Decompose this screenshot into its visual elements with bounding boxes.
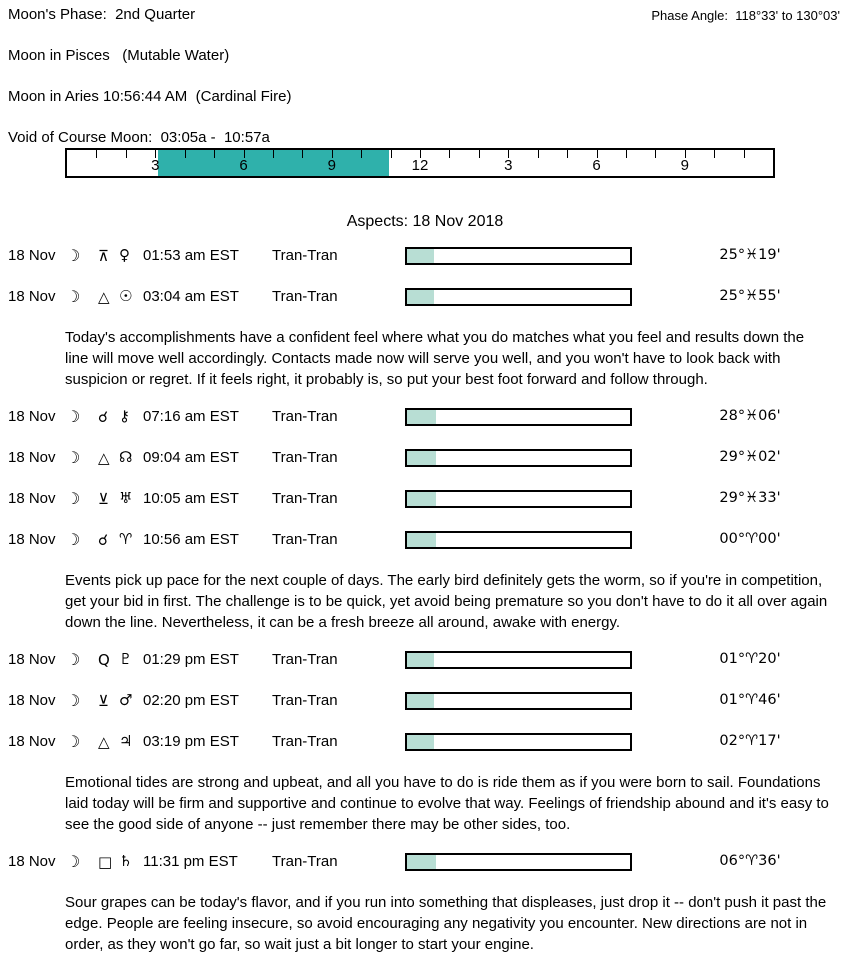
aspect-row: [0, 731, 850, 751]
aspect-time: 01:53 am EST: [143, 247, 239, 264]
semisextile-icon: ⊻: [98, 490, 109, 508]
aspects-list: [0, 245, 850, 971]
uranus-icon: ♅: [119, 489, 133, 507]
moon-icon: ☽: [66, 448, 81, 467]
trine-icon: △: [98, 288, 110, 306]
orb-progress-bar: [405, 449, 632, 467]
aspect-degree: 29°♓33': [719, 490, 781, 506]
hour-label: 3: [151, 157, 160, 174]
hour-label: 9: [680, 157, 689, 174]
aspect-row: [0, 851, 850, 871]
orb-progress-fill: [407, 735, 434, 749]
moon-icon: ☽: [66, 650, 81, 669]
conjunction-icon: ☌: [98, 531, 109, 549]
aspect-row: [0, 286, 850, 306]
hour-tick: [567, 150, 568, 158]
aspect-row: [0, 245, 850, 265]
aspect-date: 18 Nov: [8, 288, 56, 305]
aspect-date: 18 Nov: [8, 531, 56, 548]
orb-progress-bar: [405, 733, 632, 751]
moon-sign-line: Moon in Pisces (Mutable Water): [8, 47, 230, 64]
aspect-time: 09:04 am EST: [143, 449, 239, 466]
aspect-degree: 06°♈36': [719, 853, 781, 869]
aspect-type: Tran-Tran: [272, 651, 338, 668]
hour-tick: [185, 150, 186, 158]
aspect-type: Tran-Tran: [272, 247, 338, 264]
aspect-date: 18 Nov: [8, 247, 56, 264]
orb-progress-bar: [405, 288, 632, 306]
aspect-type: Tran-Tran: [272, 449, 338, 466]
aspect-time: 10:05 am EST: [143, 490, 239, 507]
aspect-type: Tran-Tran: [272, 733, 338, 750]
orb-progress-fill: [407, 290, 434, 304]
moon-icon: ☽: [66, 530, 81, 549]
aspect-note: Today's accomplishments have a confident feel where what you do matches what you feel and results down the line will move well accordingly. Contacts made now will serve you well, and you won't have to look back with suspicion or regret. If it feels right, it probably is, so put your best foot forward and follow through.: [65, 329, 805, 388]
hour-label: 6: [592, 157, 601, 174]
aspect-type: Tran-Tran: [272, 531, 338, 548]
orb-progress-fill: [407, 492, 436, 506]
orb-progress-bar: [405, 247, 632, 265]
void-of-course-line: Void of Course Moon: 03:05a - 10:57a: [8, 129, 270, 146]
hour-tick: [714, 150, 715, 158]
aspect-row: [0, 690, 850, 710]
aspect-note: Sour grapes can be today's flavor, and if you run into something that displeases, just drop it -- don't push it past the edge. People are feeling insecure, so avoid encouraging any negativity you encounter. New directions are not in order, as they won't go far, so wait just a bit longer to start your engine.: [65, 894, 827, 953]
aspect-time: 03:19 pm EST: [143, 733, 239, 750]
aries-icon: ♈: [119, 530, 133, 548]
saturn-icon: ♄: [119, 852, 133, 870]
aspects-title: Aspects: 18 Nov 2018: [346, 213, 504, 230]
aspect-date: 18 Nov: [8, 651, 56, 668]
hour-tick: [626, 150, 627, 158]
conjunction-icon: ☌: [98, 408, 109, 426]
aspect-degree: 00°♈00': [719, 531, 781, 547]
jupiter-icon: ♃: [119, 732, 133, 750]
sesquiquadrate-icon: Q: [98, 651, 110, 669]
aspect-row: [0, 406, 850, 426]
orb-progress-fill: [407, 855, 436, 869]
aspect-row: [0, 529, 850, 549]
mars-icon: ♂: [119, 691, 133, 709]
moon-icon: ☽: [66, 489, 81, 508]
semisextile-icon: ⊻: [98, 692, 109, 710]
aspect-degree: 28°♓06': [719, 408, 781, 424]
orb-progress-fill: [407, 533, 436, 547]
hour-label: 3: [504, 157, 513, 174]
aspect-note: Emotional tides are strong and upbeat, and all you have to do is ride them as if you were born to sail. Foundations laid today will be firm and supportive and continue to evolve that way. Feelings of friendship abound and it's easy to see the good side of anyone -- just remember there may be other sides, too.: [65, 774, 829, 833]
aspect-date: 18 Nov: [8, 692, 56, 709]
moon-icon: ☽: [66, 691, 81, 710]
pluto-icon: ♇: [119, 650, 133, 668]
square-icon: □: [98, 853, 113, 871]
quincunx-icon: ⊼: [98, 247, 109, 265]
hour-tick: [449, 150, 450, 158]
orb-progress-fill: [407, 410, 436, 424]
hour-tick: [361, 150, 362, 158]
aspect-time: 02:20 pm EST: [143, 692, 239, 709]
aspect-date: 18 Nov: [8, 733, 56, 750]
hour-label: 6: [239, 157, 248, 174]
aspect-degree: 25°♓19': [719, 247, 781, 263]
aspect-date: 18 Nov: [8, 490, 56, 507]
aspect-date: 18 Nov: [8, 408, 56, 425]
aspect-degree: 25°♓55': [719, 288, 781, 304]
aspect-row: [0, 447, 850, 467]
trine-icon: △: [98, 449, 110, 467]
north-node-icon: ☊: [119, 448, 133, 466]
orb-progress-fill: [407, 249, 434, 263]
moon-ingress-line: Moon in Aries 10:56:44 AM (Cardinal Fire): [8, 88, 292, 105]
aspect-time: 10:56 am EST: [143, 531, 239, 548]
aspect-type: Tran-Tran: [272, 490, 338, 507]
aspect-degree: 02°♈17': [719, 733, 781, 749]
aspect-degree: 01°♈20': [719, 651, 781, 667]
orb-progress-fill: [407, 694, 434, 708]
orb-progress-bar: [405, 531, 632, 549]
aspect-degree: 01°♈46': [719, 692, 781, 708]
venus-icon: ♀: [119, 246, 130, 264]
orb-progress-bar: [405, 651, 632, 669]
moon-icon: ☽: [66, 852, 81, 871]
moon-icon: ☽: [66, 407, 81, 426]
aspect-type: Tran-Tran: [272, 288, 338, 305]
timeline-bar: [65, 148, 775, 178]
hour-tick: [655, 150, 656, 158]
aspect-time: 01:29 pm EST: [143, 651, 239, 668]
aspect-note: Events pick up pace for the next couple of days. The early bird definitely gets the worm, so if you're in competition, get your bid in first. The challenge is to be quick, yet avoid being premature so you don't have to do it all over again down the line. Nevertheless, it can be a fresh breeze all around, awake with energy.: [65, 572, 828, 631]
aspect-time: 03:04 am EST: [143, 288, 239, 305]
aspect-degree: 29°♓02': [719, 449, 781, 465]
orb-progress-bar: [405, 408, 632, 426]
aspect-type: Tran-Tran: [272, 692, 338, 709]
hour-label: 9: [327, 157, 336, 174]
aspect-date: 18 Nov: [8, 853, 56, 870]
orb-progress-fill: [407, 653, 434, 667]
aspect-date: 18 Nov: [8, 449, 56, 466]
chiron-icon: ⚷: [119, 407, 130, 425]
aspect-time: 07:16 am EST: [143, 408, 239, 425]
phase-angle-label: Phase Angle: 118°33' to 130°03': [651, 8, 840, 23]
moon-phase-line: Moon's Phase: 2nd Quarter: [8, 6, 196, 23]
orb-progress-bar: [405, 490, 632, 508]
moon-icon: ☽: [66, 287, 81, 306]
orb-progress-fill: [407, 451, 436, 465]
hour-tick: [96, 150, 97, 158]
sun-icon: ☉: [119, 287, 133, 305]
aspect-type: Tran-Tran: [272, 408, 338, 425]
moon-icon: ☽: [66, 246, 81, 265]
aspect-type: Tran-Tran: [272, 853, 338, 870]
aspect-time: 11:31 pm EST: [143, 853, 238, 870]
hour-tick: [302, 150, 303, 158]
hour-tick: [479, 150, 480, 158]
aspect-row: [0, 649, 850, 669]
hour-tick: [214, 150, 215, 158]
hour-tick: [391, 150, 392, 158]
trine-icon: △: [98, 733, 110, 751]
aspect-row: [0, 488, 850, 508]
hour-tick: [538, 150, 539, 158]
hour-label: 12: [411, 157, 429, 174]
hour-tick: [744, 150, 745, 158]
orb-progress-bar: [405, 853, 632, 871]
orb-progress-bar: [405, 692, 632, 710]
hour-tick: [273, 150, 274, 158]
hour-tick: [126, 150, 127, 158]
moon-icon: ☽: [66, 732, 81, 751]
